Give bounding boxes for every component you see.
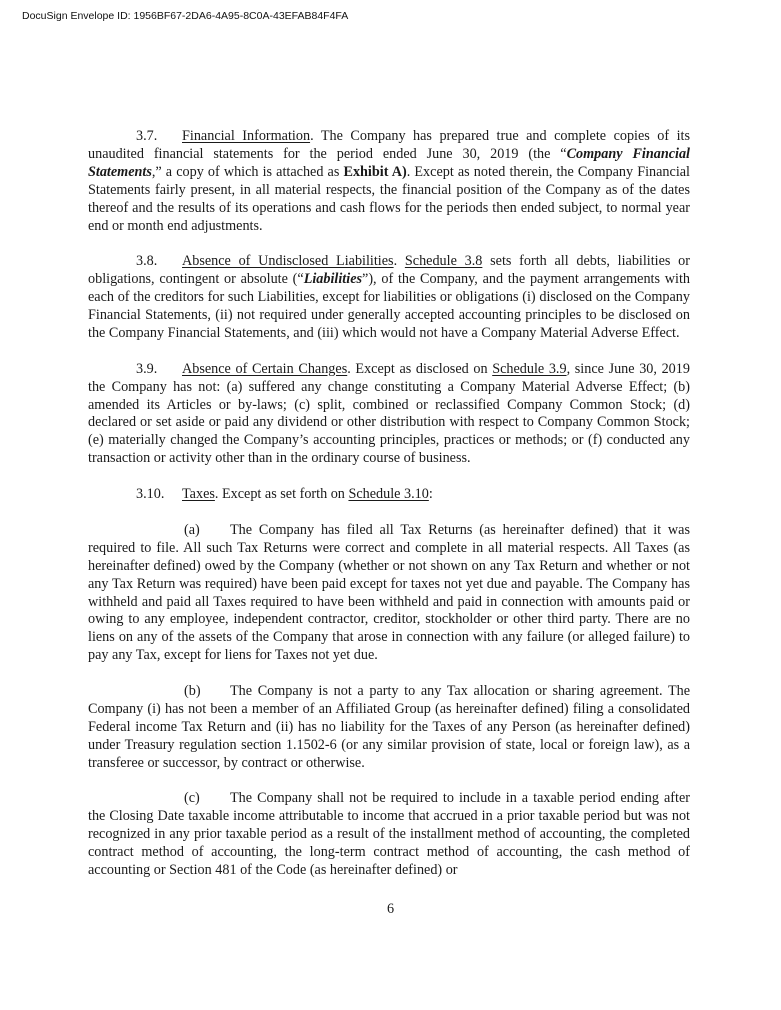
document-page <box>88 128 690 898</box>
subsection-3-10-b: (b) The Company is not a party to any Tax allocation or sharing agreement. The Company (i) has not been a member of an Affiliated Group (as hereinafter defined) filing a consolidated Federal income Tax Return and (ii) has no liability for the Taxes of any Person (as hereinafter defined) under Treasury regulation section 1.1502-6 (or any similar provision of state, local or foreign law), as a transferee or successor, by contract or otherwise. <box>88 683 690 771</box>
section-heading: Absence of Undisclosed Liabilities <box>182 253 394 270</box>
section-3-7: 3.7. Financial Information. The Company has prepared true and complete copies of its unaudited financial statements for the period ended June 30, 2019 (the “Company Financial Statements,” a copy of which is attached as Exhibit A). Except as noted therein, the Company Financial Statements fairly present, in all material respects, the financial position of the Company as of the dates thereof and the results of its operations and cash flows for the periods then ended subject, to normal year end or month end adjustments. <box>88 128 691 234</box>
section-heading: Absence of Certain Changes <box>182 360 348 377</box>
section-3-9: 3.9. Absence of Certain Changes. Except as disclosed on Schedule 3.9, since June 30, 2019 the Company has not: (a) suffered any change constituting a Company Material Adverse Effect; (b) amended its Articles or by-laws; (c) split, combined or reclassified Company Common Stock; (d) declared or set aside or paid any dividend or other distribution with respect to Company Common Stock; (e) materially changed the Company’s accounting principles, practices or methods; or (f) conducted any transaction or activity other than in the ordinary course of business. <box>88 360 690 467</box>
subsection-3-10-c: (c) The Company shall not be required to include in a taxable period ending after the Closing Date taxable income attributable to income that accrued in a prior taxable period but was not recognized in any prior taxable period as a result of the installment method of accounting, the completed contract method of accounting, the long-term contract method of accounting, the cash method of accounting or Section 481 of the Code (as hereinafter defined) or <box>88 790 690 879</box>
section-heading: Taxes <box>182 486 215 503</box>
section-number: 3.7. <box>136 128 158 144</box>
subsection-label: (c) <box>184 790 200 807</box>
schedule-reference: Schedule 3.10 <box>348 486 429 503</box>
subsection-label: (b) <box>184 683 201 700</box>
subsection-label: (a) <box>184 521 200 538</box>
page-number: 6 <box>386 901 395 917</box>
defined-term: Liabilities <box>303 271 363 288</box>
schedule-reference: Schedule 3.8 <box>404 253 483 270</box>
exhibit-reference: Exhibit A) <box>343 163 407 180</box>
section-heading: Financial Information <box>182 128 311 144</box>
defined-term: Company Financial Statements <box>88 145 690 180</box>
section-number: 3.10. <box>136 486 165 503</box>
section-number: 3.9. <box>136 360 158 377</box>
schedule-reference: Schedule 3.9 <box>492 360 567 377</box>
section-number: 3.8. <box>136 253 158 270</box>
docusign-envelope-id: DocuSign Envelope ID: 1956BF67-2DA6-4A95-8C0A-43EFAB84F4FA <box>22 10 349 22</box>
subsection-3-10-a: (a) The Company has filed all Tax Returns (as hereinafter defined) that it was required to file. All such Tax Returns were correct and complete in all material respects. All Taxes (as hereinafter defined) owed by the Company (whether or not shown on any Tax Return and whether or not any Tax Return was required) have been paid except for taxes not yet due and payable. The Company has withheld and paid all Taxes required to have been withheld and paid in connection with amounts paid or owing to any employee, independent contractor, creditor, stockholder or other third party. There are no liens on any of the assets of the Company that arose in connection with any failure (or alleged failure) to pay any Tax, except for liens for Taxes not yet due. <box>88 521 690 664</box>
section-3-10: 3.10. Taxes. Except as set forth on Schedule 3.10: <box>136 486 433 503</box>
section-3-8: 3.8. Absence of Undisclosed Liabilities. Schedule 3.8 sets forth all debts, liabilities or obligations, contingent or absolute (“Liabilities”), of the Company, and the payment arrangements with each of the creditors for such Liabilities, except for liabilities or obligations (i) disclosed on the Company Financial Statements, (ii) not required under generally accepted accounting principles to be disclosed on the Company Financial Statements, and (iii) which would not have a Company Material Adverse Effect. <box>88 253 691 341</box>
